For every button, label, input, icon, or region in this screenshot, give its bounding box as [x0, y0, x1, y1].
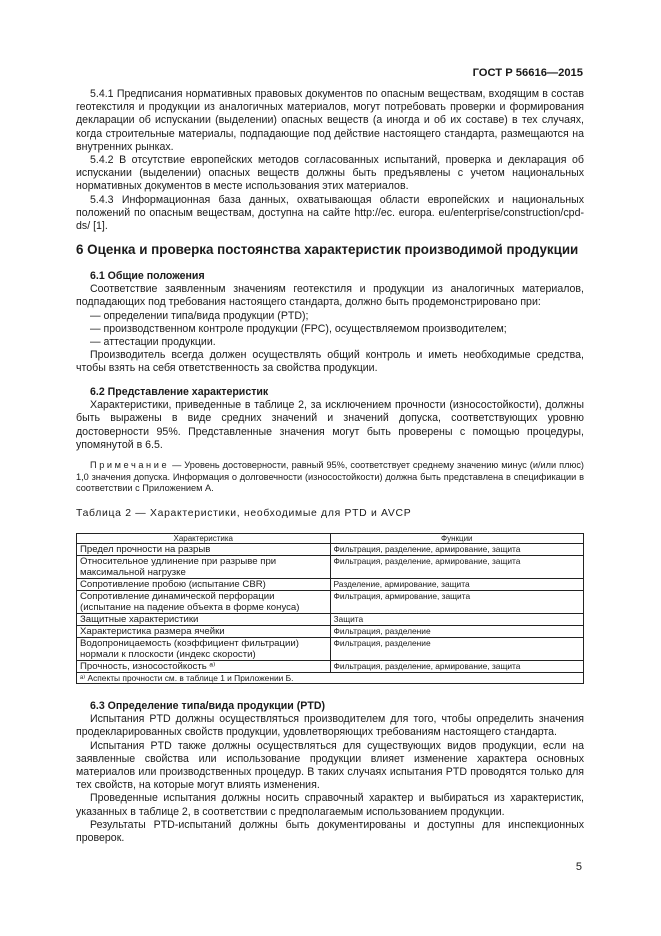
table-row	[77, 614, 584, 626]
section-6-title: 6 Оценка и проверка постоянства характеристик производимой продукции	[76, 242, 579, 257]
table-row	[77, 591, 584, 614]
table-footnote-row	[77, 673, 584, 684]
paragraph-6-1-control: Производитель всегда должен осуществлять общий контроль и иметь необходимые средства, чтобы взять на себя ответственность за свойства продукции.	[76, 349, 584, 375]
table-row	[77, 638, 584, 661]
paragraph-5-4-1: 5.4.1 Предписания нормативных правовых документов по опасным веществам, входящим в состав геотекстиля и продукции из аналогичных материалов, могут потребовать проверки и формирования декларации об испускании (выделении) опасных веществ (а иногда и об их составе) в тех случаях, когда строительные материалы, подпадающие под действие настоящего стандарта, размещаются на внутренних рынках.	[76, 88, 584, 153]
table-row	[77, 544, 584, 556]
list-item: — определении типа/вида продукции (PTD);	[90, 309, 309, 322]
table-row	[77, 626, 584, 638]
table-cell: Фильтрация, разделение, армирование, защита	[330, 661, 584, 673]
table-cell: Прочность, износостойкость ᵃ⁾	[77, 661, 331, 673]
note-block	[76, 460, 584, 495]
paragraph-5-4-3: 5.4.3 Информационная база данных, охватывающая области европейских и национальных положений по опасным веществам, доступна на сайте http://ec. europa. eu/enterprise/construction/cpd-ds/ [1].	[76, 193, 584, 233]
table-cell: Фильтрация, армирование, защита	[330, 591, 584, 614]
table-row	[77, 556, 584, 579]
standard-designation: ГОСТ Р 56616—2015	[472, 67, 583, 79]
table-2-caption-block	[76, 507, 584, 520]
table-cell: Характеристика размера ячейки	[77, 626, 331, 638]
paragraph-6-3-2: Испытания PTD также должны осуществляться для существующих видов продукции, если на заявленные свойства или использование продукции влияет изменение характера основных материалов или производственных процедур. В таких случаях испытания PTD проводятся только для тех свойств, на которые могут влиять изменения.	[76, 739, 584, 792]
table-cell: Водопроницаемость (коэффициент фильтрации) нормали к плоскости (индекс скорости)	[77, 638, 331, 661]
section-6-3	[76, 700, 584, 845]
table-cell: Защита	[330, 614, 584, 626]
section-6-2-title: 6.2 Представление характеристик	[90, 386, 269, 398]
paragraph-5-4-2: 5.4.2 В отсутствие европейских методов согласованных испытаний, проверка и декларация об испускании (выделении) опасных веществ должны быть предъявлены с учетом национальных нормативных документов в месте использования этих материалов.	[76, 154, 584, 193]
paragraph-6-2: Характеристики, приведенные в таблице 2, за исключением прочности (износостойкости), должны быть выражены в виде средних значений и значений допуска, соответствующих уровню достоверности 95%. Представленные значения могут быть проверены с помощью процедуры, упомянутой в 6.5.	[76, 399, 584, 451]
list-item: — аттестации продукции.	[90, 336, 216, 349]
paragraph-6-3-1: Испытания PTD должны осуществляться производителем для того, чтобы определить значения продекларированных свойств продукции, удовлетворяющих требованиям настоящего стандарта.	[76, 713, 584, 739]
table-2	[76, 533, 584, 684]
paragraph-6-3-4: Результаты PTD-испытаний должны быть документированы и доступны для инспекционных проверок.	[76, 818, 584, 845]
table-cell: Разделение, армирование, защита	[330, 579, 584, 591]
table-row	[77, 579, 584, 591]
section-6-1	[76, 270, 584, 376]
table-cell: Сопротивление пробою (испытание CBR)	[77, 579, 331, 591]
table-cell: Сопротивление динамической перфорации (испытание на падение объекта в форме конуса)	[77, 591, 331, 614]
section-6-2	[76, 386, 584, 452]
table-cell: Фильтрация, разделение, армирование, защита	[330, 544, 584, 556]
paragraph-6-1-intro: Соответствие заявленным значениям геотекстиля и продукции из аналогичных материалов, подпадающих под требования настоящего стандарта, должно быть продемонстрировано при:	[76, 283, 584, 309]
section-6-heading-block	[76, 241, 584, 258]
table-row	[77, 661, 584, 673]
table-cell: Фильтрация, разделение, армирование, защита	[330, 556, 584, 579]
characteristics-table	[76, 533, 584, 684]
table-cell: Фильтрация, разделение	[330, 638, 584, 661]
note-text: — Уровень достоверности, равный 95%, соответствует среднему значению минус (и/или плюс) 1,0 значения допуска. Информация о долговечности (износостойкости) должна быть представлена в спецификации в соответствии с Приложением А.	[76, 460, 584, 494]
column-header: Функции	[330, 534, 584, 544]
table-footnote: ᵃ⁾ Аспекты прочности см. в таблице 1 и Приложении Б.	[77, 673, 584, 684]
note-label: Примечание	[90, 460, 170, 470]
column-header: Характеристика	[77, 534, 331, 544]
table-cell: Защитные характеристики	[77, 614, 331, 626]
list-item: — производственном контроле продукции (FPC), осуществляемом производителем;	[90, 322, 507, 335]
note	[76, 460, 584, 495]
table-cell: Относительное удлинение при разрыве при максимальной нагрузке	[77, 556, 331, 579]
table-header-row	[77, 534, 584, 544]
table-cell: Предел прочности на разрыв	[77, 544, 331, 556]
paragraph-6-3-3: Проведенные испытания должны носить справочный характер и выбираться из характеристик, указанных в таблице 2, в соответствии с предполагаемым использованием продукции.	[76, 792, 584, 818]
section-6-1-title: 6.1 Общие положения	[90, 270, 205, 282]
page-number: 5	[575, 861, 582, 873]
table-cell: Фильтрация, разделение	[330, 626, 584, 638]
section-5-4	[76, 88, 584, 233]
table-caption: Таблица 2 — Характеристики, необходимые для PTD и AVCP	[76, 508, 412, 519]
section-6-3-title: 6.3 Определение типа/вида продукции (PTD)	[90, 700, 326, 712]
